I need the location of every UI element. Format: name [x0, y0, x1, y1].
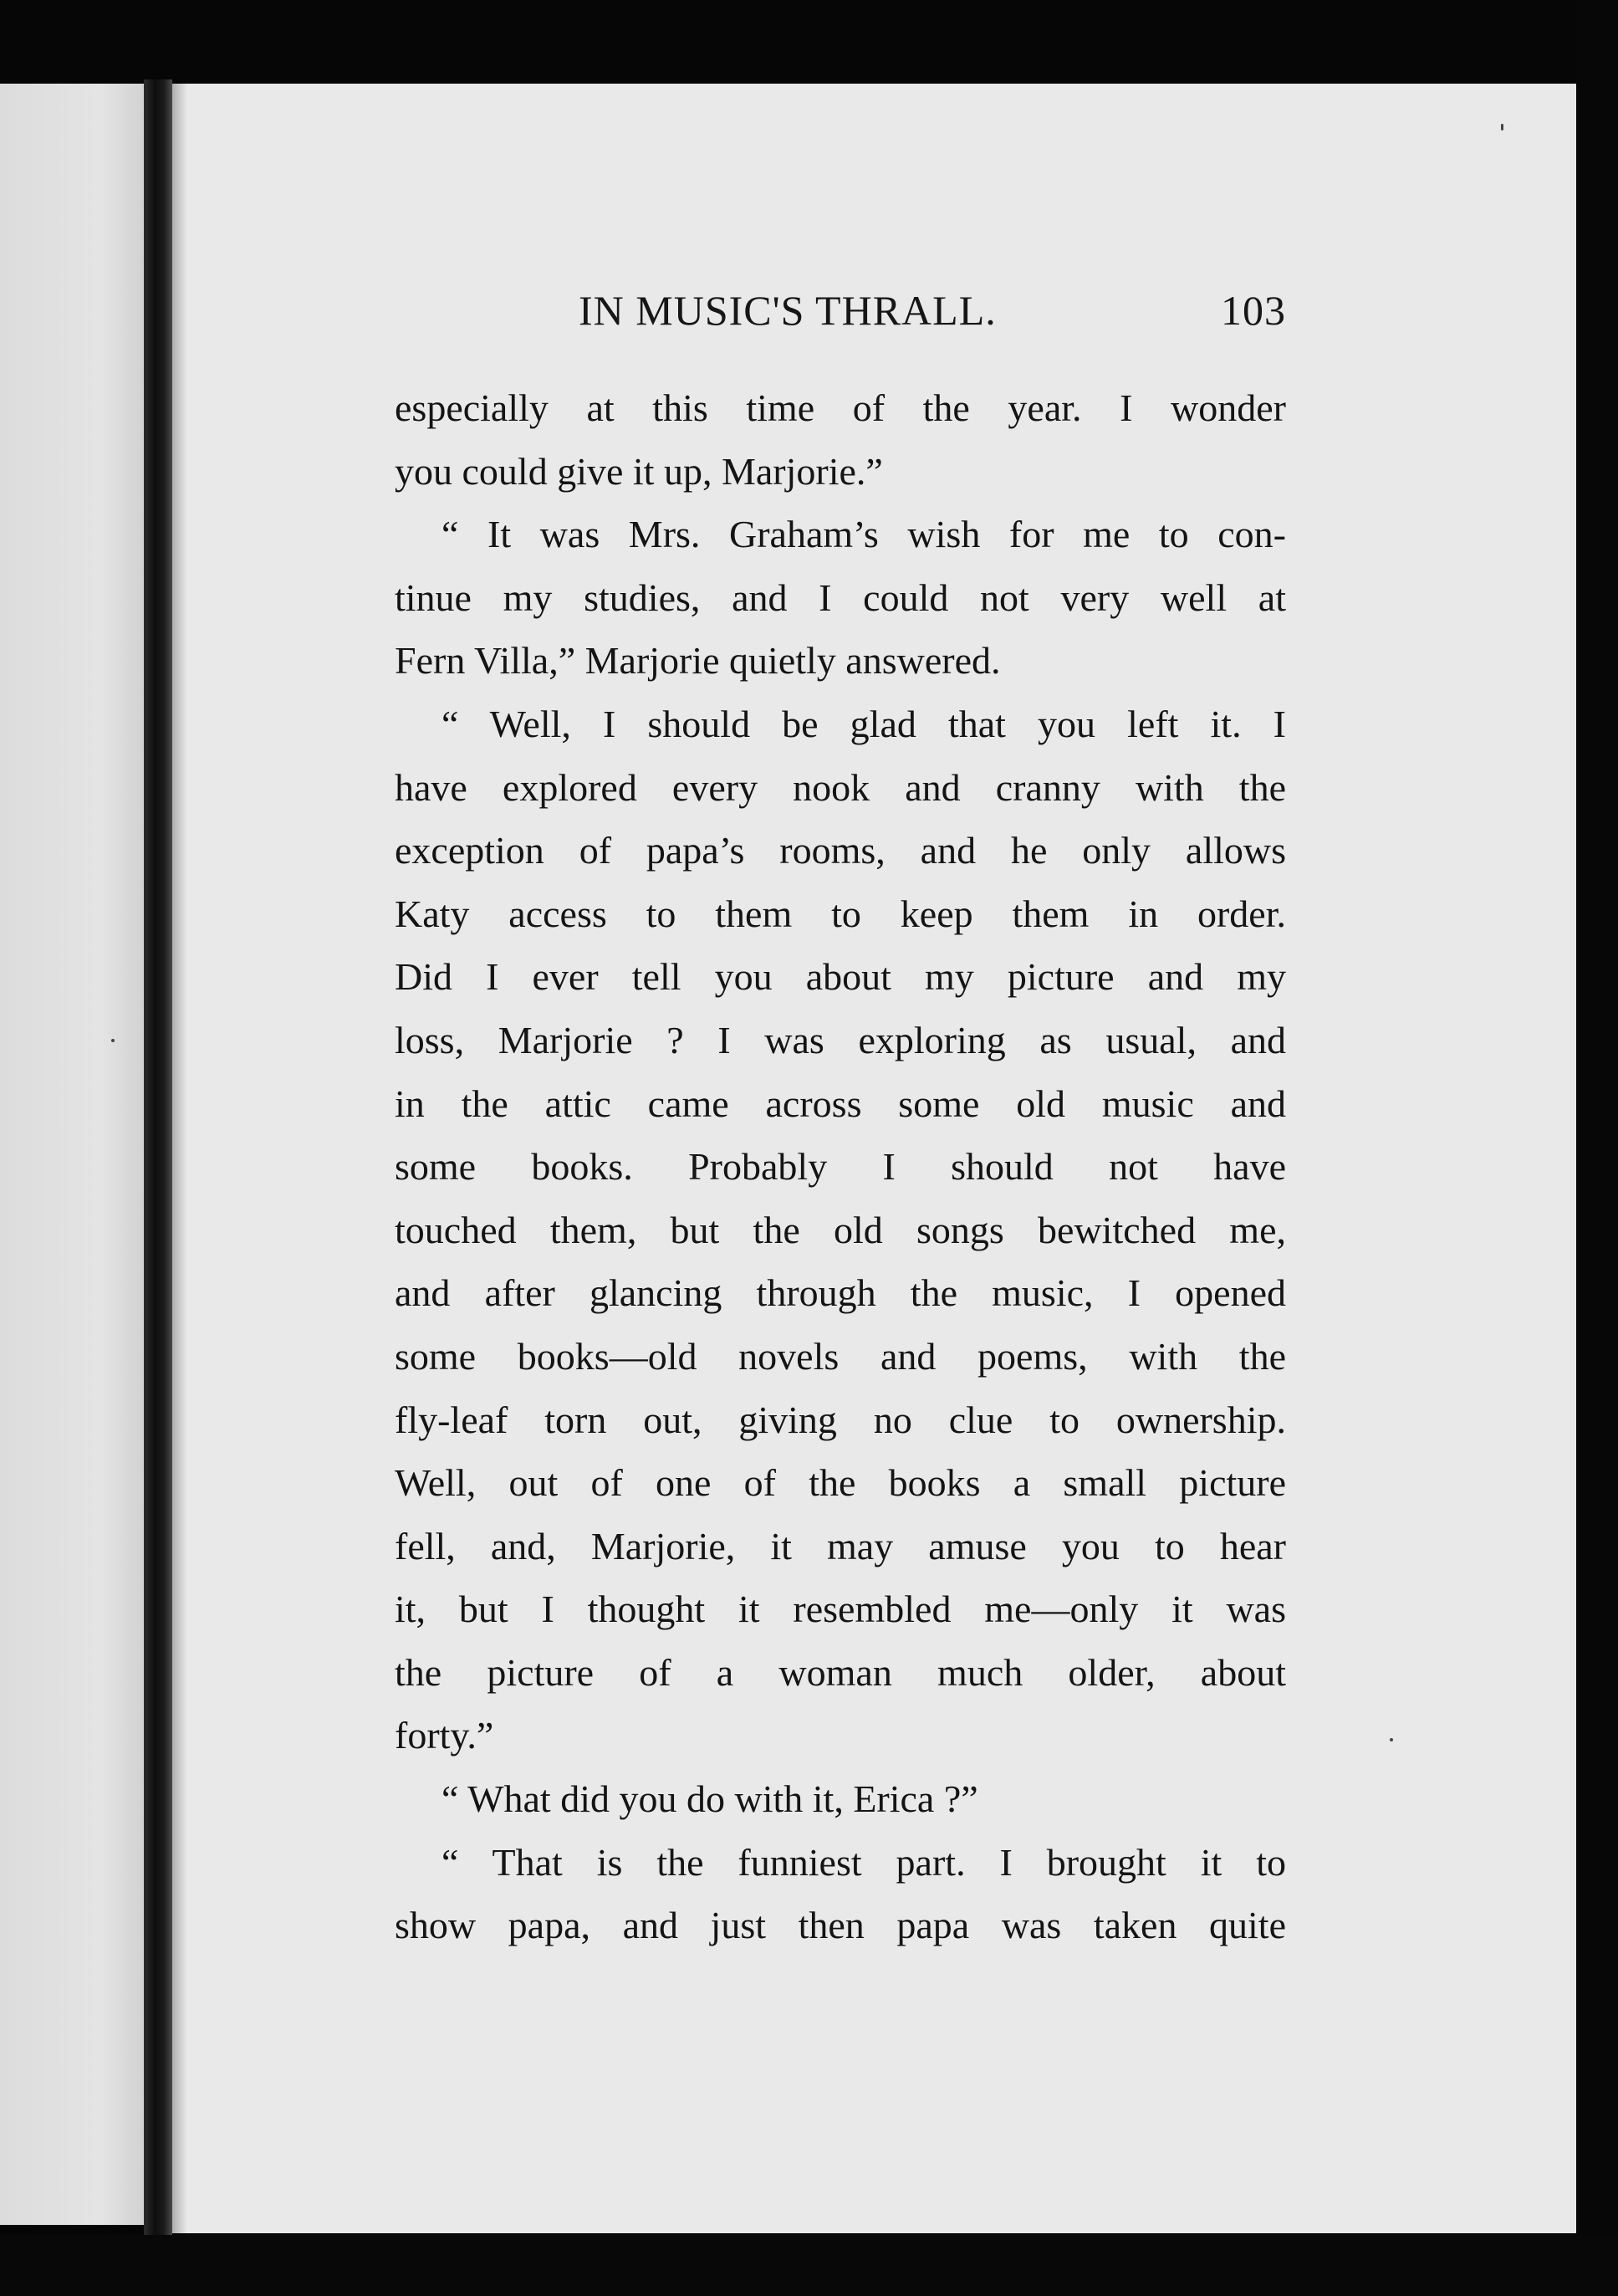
scan-border-right	[1576, 0, 1618, 2296]
text-line: it, but I thought it resembled me—only it was	[395, 1588, 1286, 1631]
text-line: have explored every nook and cranny with the	[395, 765, 1286, 809]
text-line: Did I ever tell you about my picture and my	[395, 955, 1286, 999]
running-head-title: IN MUSIC'S THRALL.	[579, 287, 997, 334]
text-line: and after glancing through the music, I opened	[395, 1271, 1286, 1315]
body-text	[395, 376, 1286, 1957]
gutter-shadow	[172, 84, 187, 2233]
text-line: especially at this time of the year. I wonder	[395, 386, 1286, 429]
dust-speck	[1501, 124, 1503, 130]
text-line: the picture of a woman much older, about	[395, 1650, 1286, 1694]
dust-speck	[1390, 1738, 1393, 1741]
page-number: 103	[1221, 287, 1286, 334]
text-line: forty.”	[395, 1714, 494, 1757]
text-line: “ What did you do with it, Erica ?”	[442, 1777, 978, 1821]
text-line: fly-leaf torn out, giving no clue to ownership.	[395, 1398, 1286, 1441]
text-line: in the attic came across some old music and	[395, 1082, 1286, 1125]
text-line: Katy access to them to keep them in order.	[395, 892, 1286, 935]
text-line: loss, Marjorie ? I was exploring as usual, and	[395, 1018, 1286, 1061]
text-line: Fern Villa,” Marjorie quietly answered.	[395, 639, 1001, 683]
facing-page-edge	[0, 84, 144, 2225]
text-line: exception of papa’s rooms, and he only allows	[395, 829, 1286, 872]
scan-border-bottom	[0, 2235, 1618, 2296]
text-line: some books—old novels and poems, with the	[395, 1334, 1286, 1378]
text-line: fell, and, Marjorie, it may amuse you to hear	[395, 1524, 1286, 1567]
running-head	[579, 286, 1286, 345]
text-line: some books. Probably I should not have	[395, 1145, 1286, 1189]
scan-border-top	[0, 0, 1618, 79]
text-line: tinue my studies, and I could not very well at	[395, 575, 1286, 619]
text-line: “ That is the funniest part. I brought it to	[442, 1840, 1286, 1884]
text-line: “ Well, I should be glad that you left it. I	[442, 702, 1286, 745]
text-line: show papa, and just then papa was taken quite	[395, 1904, 1286, 1947]
text-line: you could give it up, Marjorie.”	[395, 449, 883, 493]
book-gutter	[144, 79, 172, 2246]
dust-speck	[111, 1039, 115, 1042]
text-line: “ It was Mrs. Graham’s wish for me to con-	[442, 513, 1286, 556]
text-line: Well, out of one of the books a small picture	[395, 1461, 1286, 1505]
text-line: touched them, but the old songs bewitched me,	[395, 1208, 1286, 1251]
